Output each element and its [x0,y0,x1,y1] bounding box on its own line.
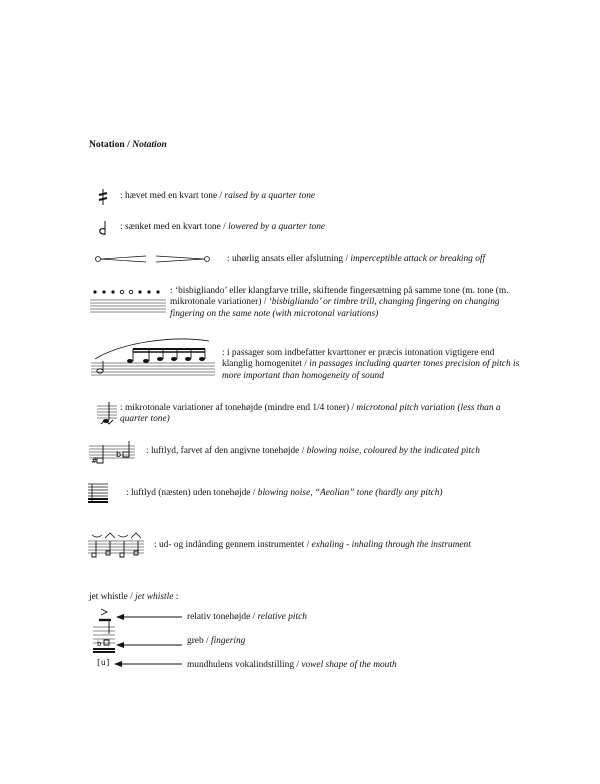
niente-hairpin-symbol [94,254,214,264]
jet-label-relative-pitch: relativ tonehøjde / relative pitch [187,612,307,622]
exhale-inhale-symbol [88,531,144,561]
quarter-tone-passage-staff [91,337,215,381]
vowel-label: [u] [96,658,111,667]
quarter-sharp-symbol [97,189,109,205]
blowing-noise-pitched-symbol [89,441,135,467]
page-title: Notation / Notation [89,139,167,150]
svg-text:b: b [116,450,122,459]
arrow-vowel-shape [114,660,182,668]
quarter-flat-symbol [97,221,107,235]
blowing-noise-unpitched-symbol [88,482,108,506]
legend-bisbigliando: : ‘bisbigliando’ eller klangfarve trille, skiftende fingersætning på samme tone (m. tone (m. mikrotonale variationer) / ‘bisbigliando’ or timbre trill, changing fingering on changing fingering on the same note (with microtonal variations) [170,286,509,319]
arrow-relative-pitch [116,613,182,621]
bisbigliando-staff-symbol [90,286,166,316]
legend-blowing-noise-pitched: : luftlyd, farvet af den angivne tonehøjde / blowing noise, coloured by the indicated pitch [146,446,480,456]
legend-lowered-quarter-tone: : sænket med en kvart tone / lowered by a quarter tone [120,222,326,232]
jet-label-fingering: greb / fingering [187,636,246,646]
jet-whistle-symbol [93,607,115,663]
svg-text:b: b [97,640,102,648]
legend-raised-quarter-tone: : hævet med en kvart tone / raised by a quarter tone [120,191,316,201]
legend-blowing-noise-unpitched: : luftlyd (næsten) uden tonehøjde / blowing noise, “Aeolian” tone (hardly any pitch) [126,488,443,498]
svg-text:#: # [91,456,98,465]
jet-label-vowel-shape: mundhulens vokalindstilling / vowel shape of the mouth [187,660,397,670]
legend-niente: : uhørlig ansats eller afslutning / imperceptible attack or breaking off [227,254,486,264]
arrow-fingering [116,641,182,649]
microtonal-variation-symbol [97,402,117,426]
legend-quarter-tone-intonation: : i passager som indbefatter kvarttoner er præcis intonation vigtigere end klanglig homogenitet / in passages including quarter tones precision of pitch is more important than homogeneity of sound [222,348,520,381]
legend-microtonal-variation: : mikrotonale variationer af tonehøjde (mindre end 1/4 toner) / microtonal pitch variation (less than a quarter tone) [120,403,501,425]
legend-exhale-inhale: : ud- og indånding gennem instrumentet / exhaling - inhaling through the instrument [154,540,471,550]
jet-whistle-title: jet whistle / jet whistle : [89,592,179,602]
